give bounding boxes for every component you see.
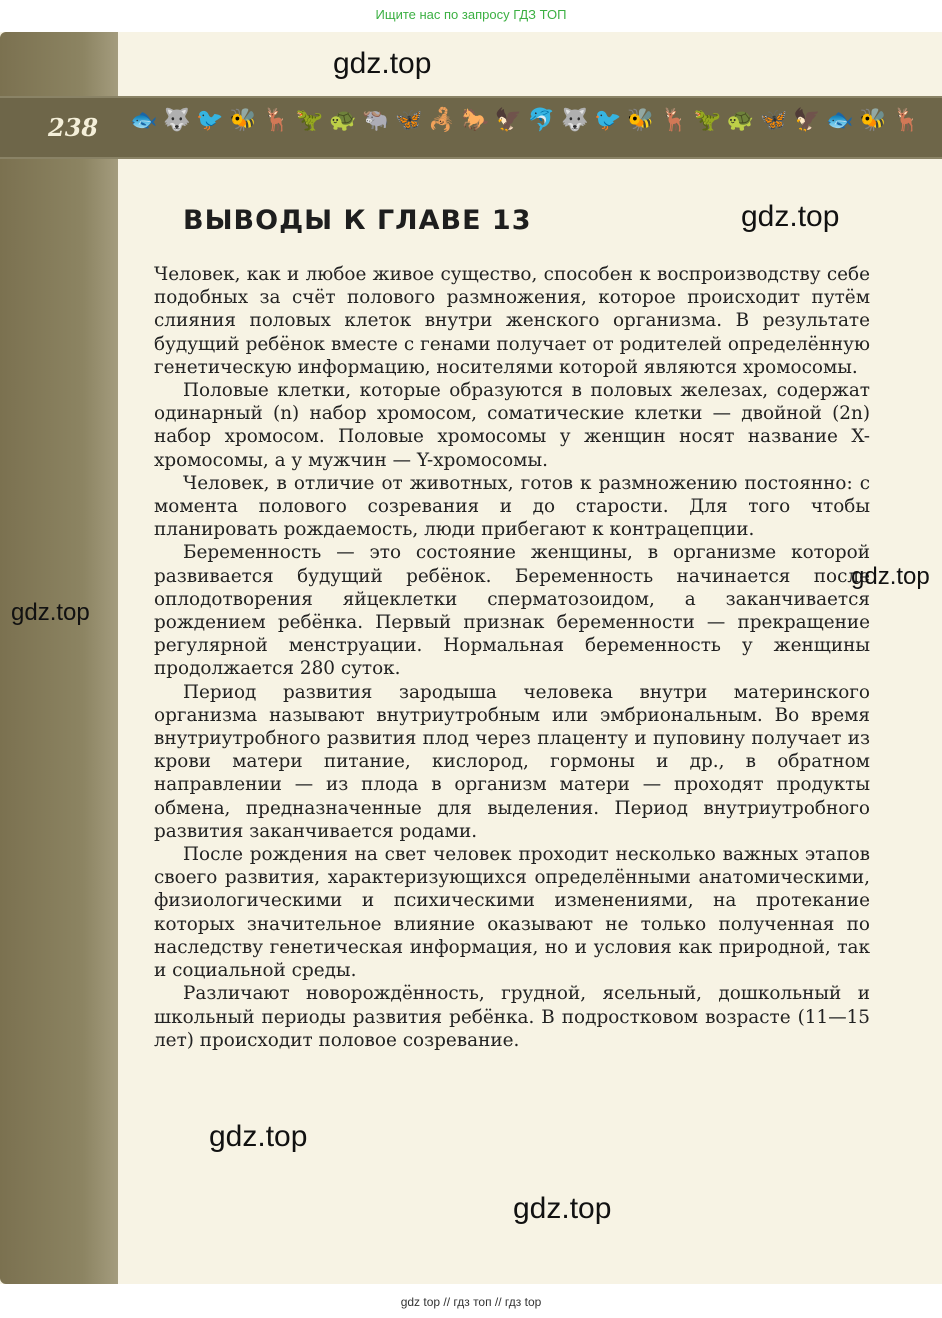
animal-icon: 🦖: [295, 107, 324, 133]
animal-icon: 🦋: [395, 107, 423, 133]
animal-icon: 🦌: [892, 107, 920, 133]
animal-icon: 🦋: [759, 107, 788, 133]
animal-icon: 🐦: [594, 107, 622, 133]
animal-icon: 🦅: [793, 107, 821, 133]
paragraph: Различают новорождённость, грудной, ясельный, дошкольный и школьный периоды развития ребёнка. В подростковом возрасте (11—15 лет) происходит половое созревание.: [154, 983, 870, 1051]
animal-icon: 🐝: [859, 107, 887, 133]
animal-icon: 🐟: [826, 107, 854, 133]
summary-body: [154, 263, 870, 1052]
watermark: gdz.top: [851, 563, 930, 590]
watermark: gdz.top: [333, 47, 432, 80]
animal-icon: 🐟: [130, 107, 158, 133]
paragraph: Человек, в отличие от животных, готов к размножению постоянно: с момента полового созревания и до старости. Для того чтобы планировать рождаемость, люди прибегают к контрацепции.: [154, 472, 870, 541]
animal-icon: 🐝: [229, 107, 257, 133]
animal-icon: 🐎: [461, 107, 489, 133]
animal-icon: 🐃: [362, 107, 390, 133]
animal-icon: 🐺: [163, 107, 191, 133]
watermark: gdz.top: [513, 1192, 612, 1225]
paragraph: Половые клетки, которые образуются в половых железах, содержат одинарный (n) набор хромосом, соматические клетки — двойной (2n) набор хромосом. Половые хромосомы у женщин носят название X-хромосомы, а у мужчин — Y-хромосомы.: [154, 380, 870, 471]
paragraph: Человек, как и любое живое существо, способен к воспроизводству себе подобных за счёт полового размножения, которое происходит путём слияния половых клеток внутри женского организма. В результате будущий ребёнок вместе с генами получает от родителей определённую генетическую информацию, носителями которой являются хромосомы.: [154, 264, 870, 378]
animal-icon: 🐬: [527, 107, 556, 133]
animal-icon: 🐢: [726, 107, 755, 133]
chapter-summary-heading: ВЫВОДЫ К ГЛАВЕ 13: [183, 205, 532, 236]
paragraph: После рождения на свет человек проходит несколько важных этапов своего развития, характеризующихся определёнными анатомическими, физиологическими и психическими изменениями, на протекание которых значительное влияние оказывают не только полученная по наследству генетическая информация, но и условия как природной, так и социальной среды.: [154, 844, 870, 982]
top-banner: Ищите нас по запросу ГДЗ ТОП: [375, 7, 567, 22]
animal-icon: 🦂: [428, 107, 456, 133]
animal-icon: 🦌: [660, 107, 688, 133]
animal-icon: 🦖: [693, 107, 722, 133]
watermark: gdz.top: [209, 1120, 308, 1153]
paragraph: Беременность — это состояние женщины, в организме которой развивается будущий ребёнок. Беременность начинается после оплодотворения яйцеклетки сперматозоидом, а заканчивается рождением ребёнка. Первый признак беременности — прекращение регулярной менструации. Нормальная беременность у женщины продолжается 280 суток.: [154, 542, 870, 680]
side-strip: [0, 32, 118, 1284]
watermark: gdz.top: [11, 599, 90, 626]
paragraph: Период развития зародыша человека внутри материнского организма называют внутриутробным или эмбриональным. Во время внутриутробного развития плод через плаценту и пуповину получает из крови матери питание, кислород, гормоны и др., в обратном направлении — из плода в организм матери — проходят продукты обмена, предназначенные для выделения. Период внутриутробного развития заканчивается родами.: [154, 681, 870, 842]
animal-icon: 🦅: [494, 107, 523, 133]
animal-icon: 🐺: [561, 107, 589, 133]
animal-ornament: [130, 104, 920, 136]
animal-icon: 🐢: [328, 107, 357, 133]
page-number: 238: [48, 113, 99, 142]
watermark: gdz.top: [741, 200, 840, 233]
bottom-banner: gdz top // гдз топ // гдз top: [400, 1295, 542, 1309]
animal-icon: 🦌: [262, 107, 291, 133]
animal-icon: 🐦: [196, 107, 224, 133]
animal-icon: 🐝: [627, 107, 655, 133]
